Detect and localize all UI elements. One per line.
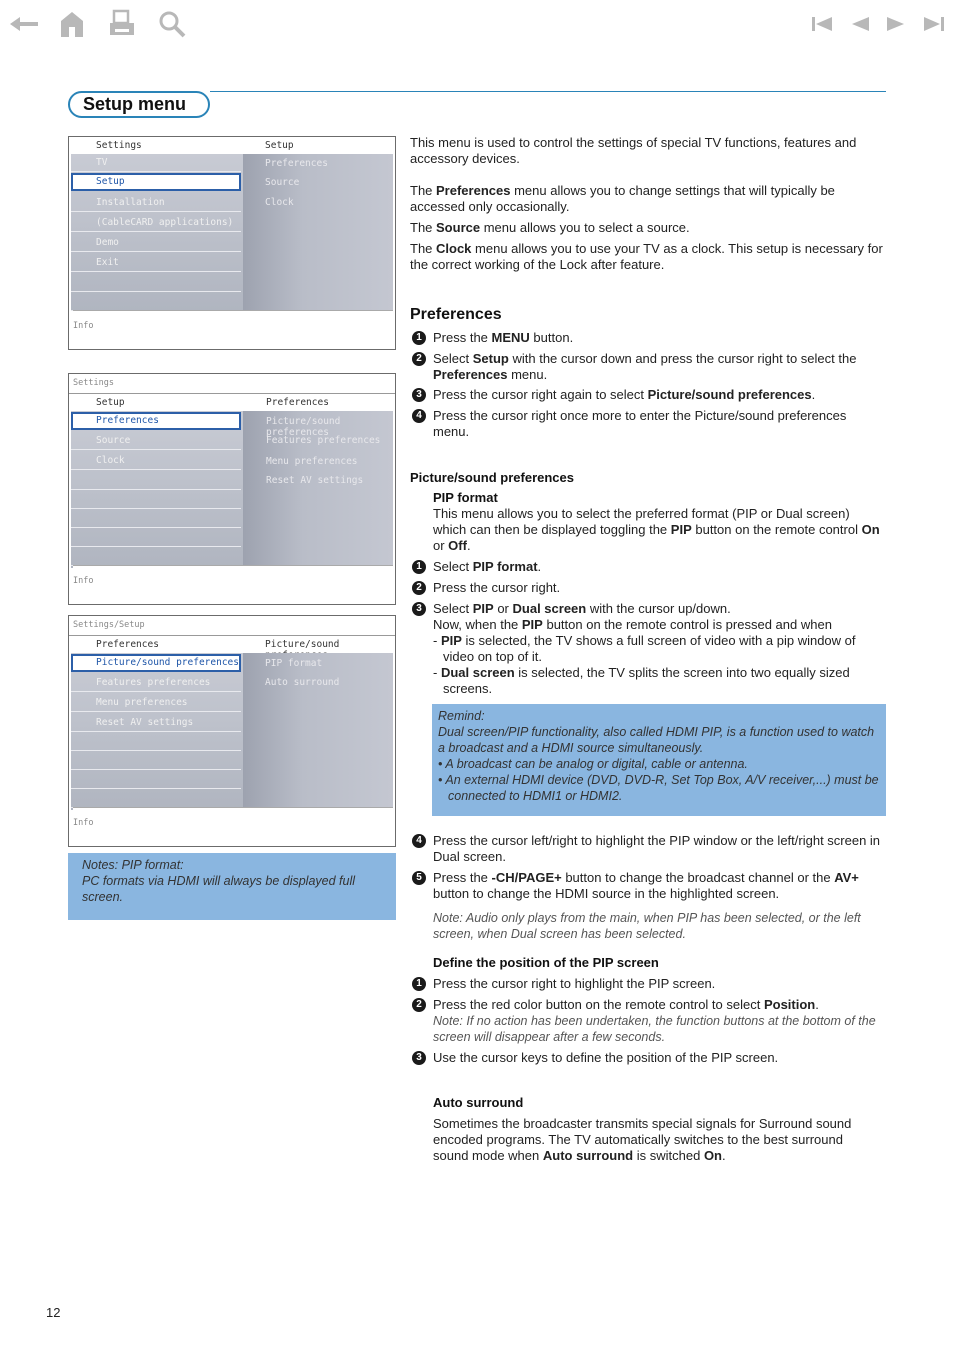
remind-box: Remind: Dual screen/PIP functionality, also called HDMI PIP, is a function used to watch a broadcast and a HDMI source simultaneously. • A broadcast can be analog or digital, cable or antenna. • An external HDMI device (DVD, DVD-R, Set Top Box, A/V receiver,...) must be connected to HDMI1 or HDMI2.: [432, 704, 886, 816]
picture-sound-heading: Picture/sound preferences: [410, 470, 574, 485]
define-position-heading: Define the position of the PIP screen: [433, 955, 659, 970]
step-number: 1: [412, 560, 426, 574]
menu-right-heading: Picture/sound: [265, 639, 340, 650]
intro-paragraph: This menu is used to control the settings of special TV functions, features and accessory devices.: [410, 135, 857, 166]
menu-item[interactable]: TV: [71, 154, 241, 172]
last-page-icon[interactable]: [916, 8, 952, 40]
menu-info-bar: Info: [73, 807, 393, 846]
intro-clock: The Clock menu allows you to use your TV as a clock. This setup is necessary for the correct working of the Lock after feature.: [410, 241, 883, 272]
intro-source: The Source menu allows you to select a source.: [410, 220, 690, 235]
step-number: 3: [412, 388, 426, 402]
tv-menu-screen-preferences: [68, 615, 396, 847]
step-text: Select PIP or Dual screen with the cursor up/down.: [433, 601, 731, 616]
auto-surround-heading: Auto surround: [433, 1095, 524, 1110]
step-text: Select Setup with the cursor down and press the cursor right to select the Preferences menu.: [433, 351, 857, 382]
menu-item[interactable]: [71, 510, 241, 528]
step-number: 2: [412, 998, 426, 1012]
menu-breadcrumb: Settings: [69, 374, 395, 394]
top-navigation: [0, 8, 954, 44]
menu-body: [69, 653, 395, 810]
menu-item[interactable]: (CableCARD applications): [71, 214, 241, 232]
audio-note: Note: Audio only plays from the main, when PIP has been selected, or the left screen, when Dual screen has been selected.: [433, 911, 861, 941]
menu-header: [69, 636, 395, 653]
menu-item[interactable]: Demo: [71, 234, 241, 252]
menu-item[interactable]: Exit: [71, 254, 241, 272]
step-text: Press the cursor right again to select Picture/sound preferences.: [433, 387, 816, 402]
intro-preferences: The Preferences menu allows you to change settings that will typically be accessed only occasionally.: [410, 183, 835, 214]
step-text: Press the MENU button.: [433, 330, 574, 345]
next-page-icon[interactable]: [878, 8, 914, 40]
menu-item[interactable]: [71, 733, 241, 751]
step-text: Use the cursor keys to define the position of the PIP screen.: [433, 1050, 779, 1065]
menu-left-heading: Setup: [96, 397, 125, 408]
first-page-icon[interactable]: [804, 8, 840, 40]
submenu-item: Source: [265, 177, 300, 188]
auto-surround-paragraph: Sometimes the broadcaster transmits special signals for Surround sound encoded programs. The TV automatically switches to the best surround sound mode when Auto surround is switched On.: [433, 1116, 852, 1163]
submenu-item: Picture/sound preferences: [266, 416, 341, 438]
menu-item[interactable]: Clock: [71, 452, 241, 470]
menu-left-heading: Settings: [96, 140, 142, 151]
pip-format-heading: PIP format: [433, 490, 498, 505]
menu-item[interactable]: [71, 274, 241, 292]
menu-item-selected[interactable]: Preferences: [71, 412, 241, 430]
step-number: 1: [412, 977, 426, 991]
step-text: Press the -CH/PAGE+ button to change the broadcast channel or the AV+ button to change the HDMI source in the highlighted screen.: [433, 870, 859, 901]
menu-right-heading: Setup: [265, 140, 294, 151]
step-number: 3: [412, 602, 426, 616]
menu-item[interactable]: Menu preferences: [71, 694, 241, 712]
step-text: Select PIP format.: [433, 559, 542, 574]
menu-item-selected[interactable]: Setup: [71, 173, 241, 191]
menu-item[interactable]: Features preferences: [71, 674, 241, 692]
menu-info-bar: Info: [73, 565, 393, 604]
menu-item[interactable]: [71, 491, 241, 509]
back-arrow-icon[interactable]: [6, 8, 42, 40]
menu-item[interactable]: Source: [71, 432, 241, 450]
menu-item[interactable]: [71, 548, 241, 566]
tv-menu-screen-setup: [68, 373, 396, 605]
submenu-item: Reset AV settings: [266, 475, 364, 486]
step-text: Press the cursor right once more to enter the Picture/sound preferences menu.: [433, 408, 847, 439]
submenu-item: PIP format: [265, 658, 323, 669]
menu-info-bar: Info: [73, 310, 393, 349]
step-number: 4: [412, 834, 426, 848]
menu-body: [69, 411, 395, 568]
step-text: Press the cursor right.: [433, 580, 561, 595]
submenu-item: Features preferences: [266, 435, 381, 446]
menu-header: [69, 137, 395, 154]
title-rule: [210, 91, 886, 92]
menu-item[interactable]: [71, 293, 241, 311]
menu-item[interactable]: Installation: [71, 194, 241, 212]
step-text: Press the red color button on the remote control to select Position.: [433, 997, 819, 1012]
step-number: 3: [412, 1051, 426, 1065]
menu-item[interactable]: [71, 472, 241, 490]
step-dash-item: - Dual screen is selected, the TV splits the screen into two equally sized screens.: [433, 665, 850, 696]
submenu-item: Auto surround: [265, 677, 340, 688]
step-text: Press the cursor right to highlight the PIP screen.: [433, 976, 716, 991]
submenu-item: Menu preferences: [266, 456, 358, 467]
menu-left-heading: Preferences: [96, 639, 159, 650]
step-number: 2: [412, 581, 426, 595]
menu-body: [69, 154, 395, 311]
print-icon[interactable]: [104, 8, 140, 40]
menu-item[interactable]: [71, 790, 241, 808]
menu-item[interactable]: [71, 752, 241, 770]
position-note: Note: If no action has been undertaken, the function buttons at the bottom of the screen will disappear after a few seconds.: [433, 1014, 876, 1044]
menu-right-heading: Preferences: [266, 397, 329, 408]
tv-menu-screen-settings: [68, 136, 396, 350]
search-icon[interactable]: [154, 8, 190, 40]
pip-format-note: Notes: PIP format: PC formats via HDMI will always be displayed full screen.: [68, 853, 396, 920]
submenu-item: Clock: [265, 197, 294, 208]
step-text: Now, when the PIP button on the remote control is pressed and when: [433, 617, 832, 632]
menu-item[interactable]: [71, 529, 241, 547]
step-text: Press the cursor left/right to highlight the PIP window or the left/right screen in Dual screen.: [433, 833, 881, 864]
step-number: 1: [412, 331, 426, 345]
pip-format-description: This menu allows you to select the preferred format (PIP or Dual screen) which can then be displayed toggling the PIP button on the remote control On or Off.: [433, 506, 880, 553]
page-number: 12: [46, 1305, 61, 1320]
home-icon[interactable]: [54, 8, 90, 40]
previous-page-icon[interactable]: [842, 8, 878, 40]
submenu-item: Preferences: [265, 158, 328, 169]
menu-item[interactable]: Reset AV settings: [71, 714, 241, 732]
step-number: 2: [412, 352, 426, 366]
step-number: 5: [412, 871, 426, 885]
step-number: 4: [412, 409, 426, 423]
preferences-heading: Preferences: [410, 306, 502, 323]
menu-header: [69, 394, 395, 411]
step-dash-item: - PIP is selected, the TV shows a full screen of video with a pip window of video on top of it.: [433, 633, 856, 664]
menu-breadcrumb: Settings/Setup: [69, 616, 395, 636]
menu-item-selected[interactable]: Picture/sound preferences: [71, 654, 241, 672]
menu-item[interactable]: [71, 771, 241, 789]
page-title: Setup menu: [68, 91, 210, 118]
